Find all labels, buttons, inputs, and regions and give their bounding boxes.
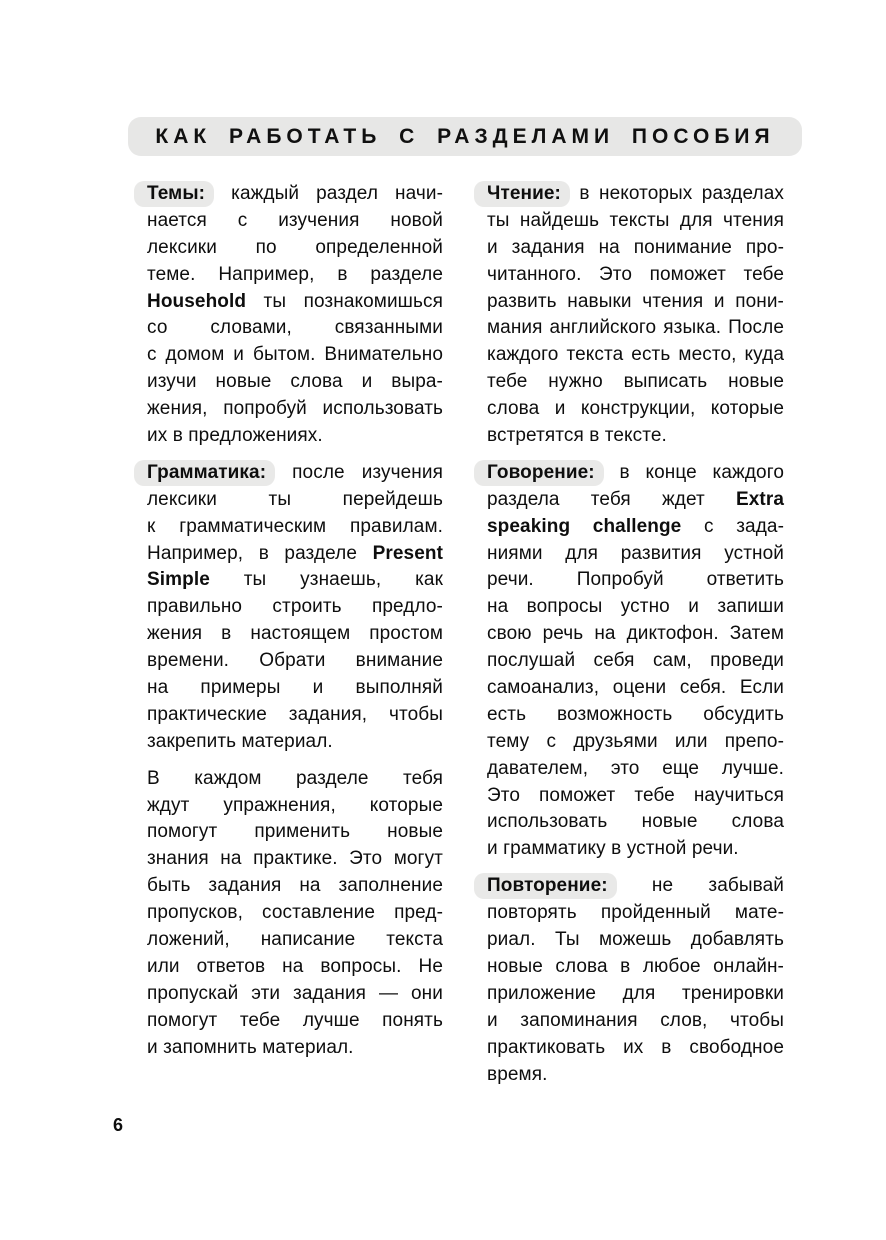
text-line: и задания на понимание про- [487,236,784,258]
page-number: 6 [113,1115,124,1135]
text-line: ниями для развития устной [487,542,784,564]
text-line: ты найдешь тексты для чтения [487,209,784,231]
text-line: тебе нужно выписать новые [487,371,784,393]
text-line: знания на практике. Это могут [147,848,443,870]
text-line: В каждом разделе тебя [147,767,443,789]
text-line: или ответов на вопросы. Не [147,955,443,977]
section-label: Темы: [134,181,214,207]
text-line: помогут применить новые [147,821,443,843]
text-line: закрепить материал. [147,730,333,752]
paragraph [487,873,784,1088]
text-line: Это поможет тебе научиться [487,784,784,806]
section-label: Чтение: [474,181,570,207]
text-line: самоанализ, оцени себя. Если [487,677,784,699]
text-line: теме. Например, в разделе [147,263,443,285]
paragraph [147,181,443,450]
text-line: времени. Обрати внимание [147,650,443,672]
text-line: пропускай эти задания — они [147,982,443,1004]
text-line: лексики ты перейдешь [147,488,443,510]
text-line: speaking challenge с зада- [487,515,784,537]
text-line: изучи новые слова и выра- [147,371,443,393]
text-line: приложение для тренировки [487,982,784,1004]
text-line: практиковать их в свободное [487,1036,784,1058]
text-line: Говорение: в конце каждого [487,460,784,487]
text-line: Чтение: в некоторых разделах [487,181,784,208]
text-line: быть задания на заполнение [147,875,443,897]
text-line: ждут упражнения, которые [147,794,443,816]
text-line: и запомнить материал. [147,1036,354,1058]
left-column [147,181,443,1072]
text-line: нается с изучения новой [147,209,443,231]
text-line: Household ты познакомишься [147,290,443,312]
text-line: Simple ты узнаешь, как [147,569,443,591]
text-line: жения в настоящем простом [147,623,443,645]
text-line: лексики по определенной [147,236,443,258]
right-column [487,181,784,1098]
text-line: повторять пройденный мате- [487,902,784,924]
text-line: Грамматика: после изучения [147,460,443,487]
text-line: и грамматику в устной речи. [487,838,739,860]
text-line: на примеры и выполняй [147,677,443,699]
text-line: давателем, это еще лучше. [487,757,784,779]
text-line: Повторение: не забывай [487,873,784,900]
text-line: правильно строить предло- [147,596,443,618]
text-line: их в предложениях. [147,425,323,447]
text-line: читанного. Это поможет тебе [487,263,784,285]
text-line: на вопросы устно и запиши [487,596,784,618]
paragraph [487,181,784,450]
text-line: слова и конструкции, которые [487,398,784,420]
text-line: есть возможность обсудить [487,703,784,725]
text-line: жения, попробуй использовать [147,398,443,420]
section-label: Грамматика: [134,460,275,486]
text-line: риал. Ты можешь добавлять [487,929,784,951]
text-line: каждого текста есть место, куда [487,344,784,366]
section-label: Повторение: [474,873,617,899]
text-line: послушай себя сам, проведи [487,650,784,672]
text-line: развить навыки чтения и пони- [487,290,784,312]
text-line: тему с друзьями или препо- [487,730,784,752]
text-line: к грамматическим правилам. [147,515,443,537]
text-line: время. [487,1063,548,1085]
text-line: речи. Попробуй ответить [487,569,784,591]
paragraph [147,460,443,756]
section-label: Говорение: [474,460,604,486]
text-line: пропусков, составление пред- [147,902,443,924]
text-line: встретятся в тексте. [487,425,667,447]
text-line: Темы: каждый раздел начи- [147,181,443,208]
page-title: КАК РАБОТАТЬ С РАЗДЕЛАМИ ПОСОБИЯ [128,117,802,156]
text-line: и запоминания слов, чтобы [487,1009,784,1031]
paragraph [487,460,784,863]
text-line: новые слова в любое онлайн- [487,955,784,977]
text-line: свою речь на диктофон. Затем [487,623,784,645]
text-line: со словами, связанными [147,317,443,339]
text-line: помогут тебе лучше понять [147,1009,443,1031]
text-line: практические задания, чтобы [147,703,443,725]
text-line: Например, в разделе Present [147,542,443,564]
paragraph [147,766,443,1062]
text-line: с домом и бытом. Внимательно [147,344,443,366]
text-line: раздела тебя ждет Extra [487,488,784,510]
text-line: ложений, написание текста [147,929,443,951]
text-line: использовать новые слова [487,811,784,833]
text-line: мания английского языка. После [487,317,784,339]
